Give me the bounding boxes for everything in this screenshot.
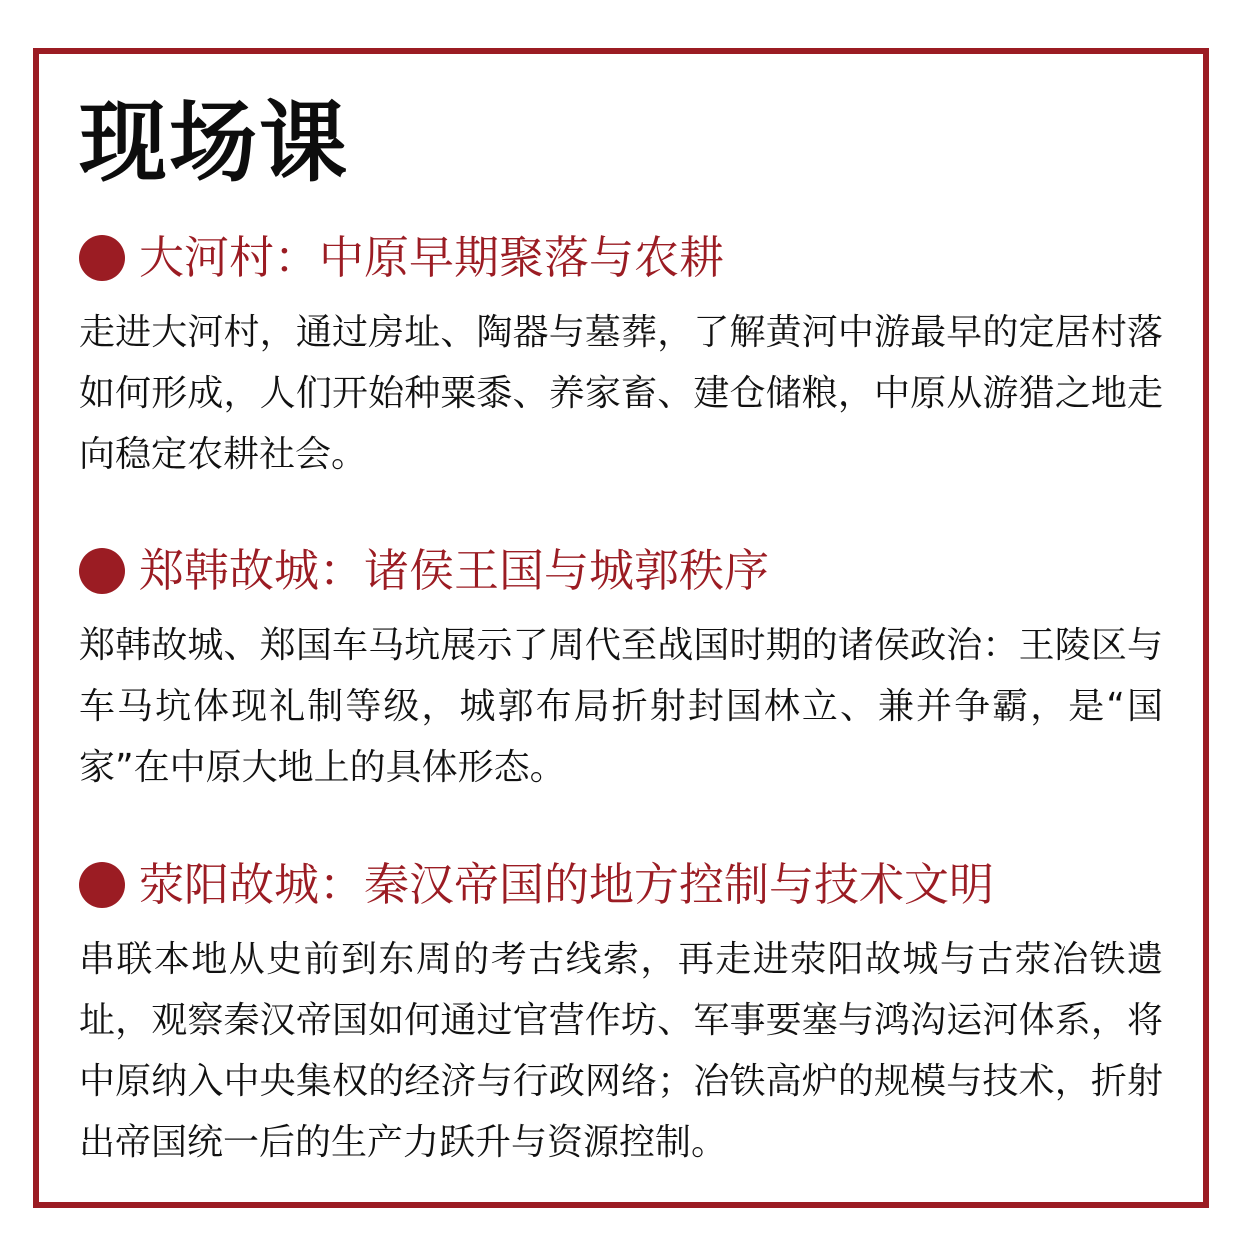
- section-description: 串联本地从史前到东周的考古线索，再走进荥阳故城与古荥冶铁遗址，观察秦汉帝国如何通过官营作坊、军事要塞与鸿沟运河体系，将中原纳入中央集权的经济与行政网络；冶铁高炉的规模与技术，折射出帝国统一后的生产力跃升与资源控制。: [79, 939, 1163, 1163]
- bullet-icon: [79, 862, 125, 908]
- section-description: 郑韩故城、郑国车马坑展示了周代至战国时期的诸侯政治：王陵区与车马坑体现礼制等级，城郭布局折射封国林立、兼并争霸，是“国家”在中原大地上的具体形态。: [79, 625, 1163, 788]
- section-heading: [79, 855, 1163, 915]
- section-heading: [79, 541, 1163, 601]
- page-title: 现场课: [79, 90, 350, 194]
- bullet-icon: [79, 235, 125, 281]
- section-title: 荥阳故城：秦汉帝国的地方控制与技术文明: [139, 858, 995, 911]
- bullet-icon: [79, 548, 125, 594]
- section-heading: [79, 228, 1163, 288]
- section-description: 走进大河村，通过房址、陶器与墓葬，了解黄河中游最早的定居村落如何形成，人们开始种粟黍、养家畜、建仓储粮，中原从游猎之地走向稳定农耕社会。: [79, 312, 1163, 475]
- section-xingyang: [79, 855, 1163, 1173]
- section-zhenghan: [79, 541, 1163, 798]
- section-title: 大河村：中原早期聚落与农耕: [139, 231, 725, 284]
- section-title: 郑韩故城：诸侯王国与城郭秩序: [139, 544, 770, 597]
- section-dahecun: [79, 228, 1163, 485]
